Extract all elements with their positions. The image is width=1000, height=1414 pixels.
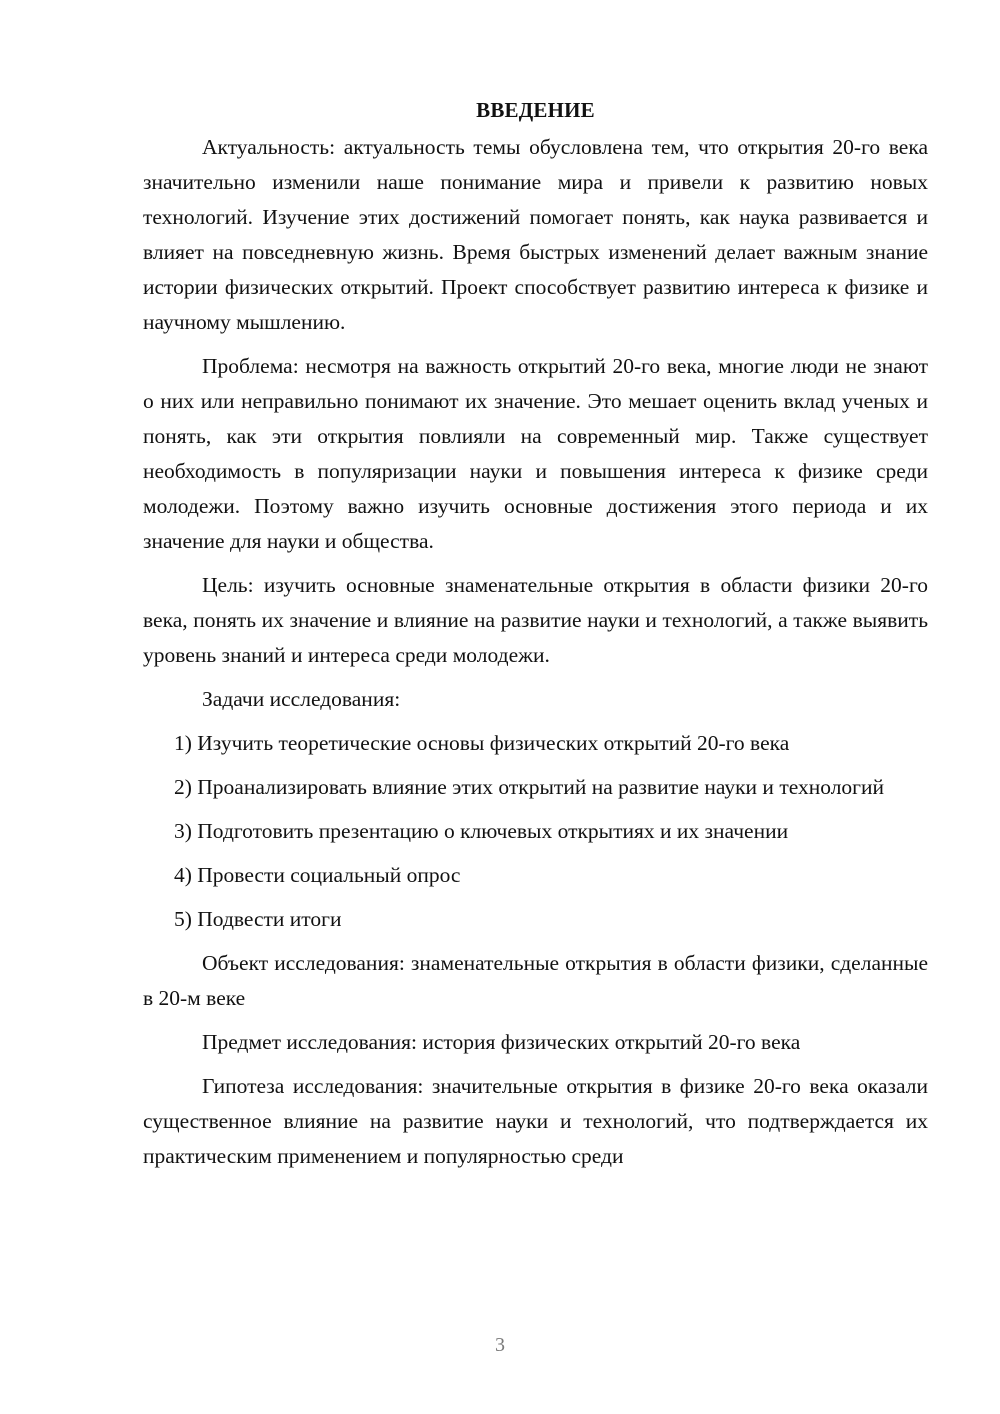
problem-paragraph: Проблема: несмотря на важность открытий 20-го века, многие люди не знают о них или неправильно понимают их значение. Это мешает оценить вклад ученых и понять, как эти открытия повлияли на современный мир. Также существует необходимость в популяризации науки и повышения интереса к физике среди молодежи. Поэтому важно изучить основные достижения этого периода и их значение для науки и общества. (143, 354, 928, 553)
task-item: 3) Подготовить презентацию о ключевых открытиях и их значении (174, 819, 789, 843)
relevance-paragraph: Актуальность: актуальность темы обусловлена тем, что открытия 20-го века значительно изменили наше понимание мира и привели к развитию новых технологий. Изучение этих достижений помогает понять, как наука развивается и влияет на повседневную жизнь. Время быстрых изменений делает важным знание истории физических открытий. Проект способствует развитию интереса к физике и научному мышлению. (143, 135, 928, 334)
page-content (143, 93, 928, 1183)
task-item: 5) Подвести итоги (174, 907, 342, 931)
task-item: 1) Изучить теоретические основы физических открытий 20-го века (174, 731, 790, 755)
task-item: 4) Провести социальный опрос (174, 863, 461, 887)
section-title: ВВЕДЕНИЕ (476, 98, 595, 122)
goal-paragraph: Цель: изучить основные знаменательные открытия в области физики 20-го века, понять их значение и влияние на развитие науки и технологий, а также выявить уровень знаний и интереса среди молодежи. (143, 573, 928, 667)
object-paragraph: Объект исследования: знаменательные открытия в области физики, сделанные в 20-м веке (143, 951, 928, 1010)
page-number: 3 (495, 1334, 505, 1356)
hypothesis-paragraph: Гипотеза исследования: значительные открытия в физике 20-го века оказали существенное влияние на развитие науки и технологий, что подтверждается их практическим применением и популярностью среди (143, 1074, 928, 1168)
tasks-heading: Задачи исследования: (202, 687, 401, 711)
task-item: 2) Проанализировать влияние этих открытий на развитие науки и технологий (174, 775, 885, 799)
subject-paragraph: Предмет исследования: история физических открытий 20-го века (202, 1030, 801, 1054)
